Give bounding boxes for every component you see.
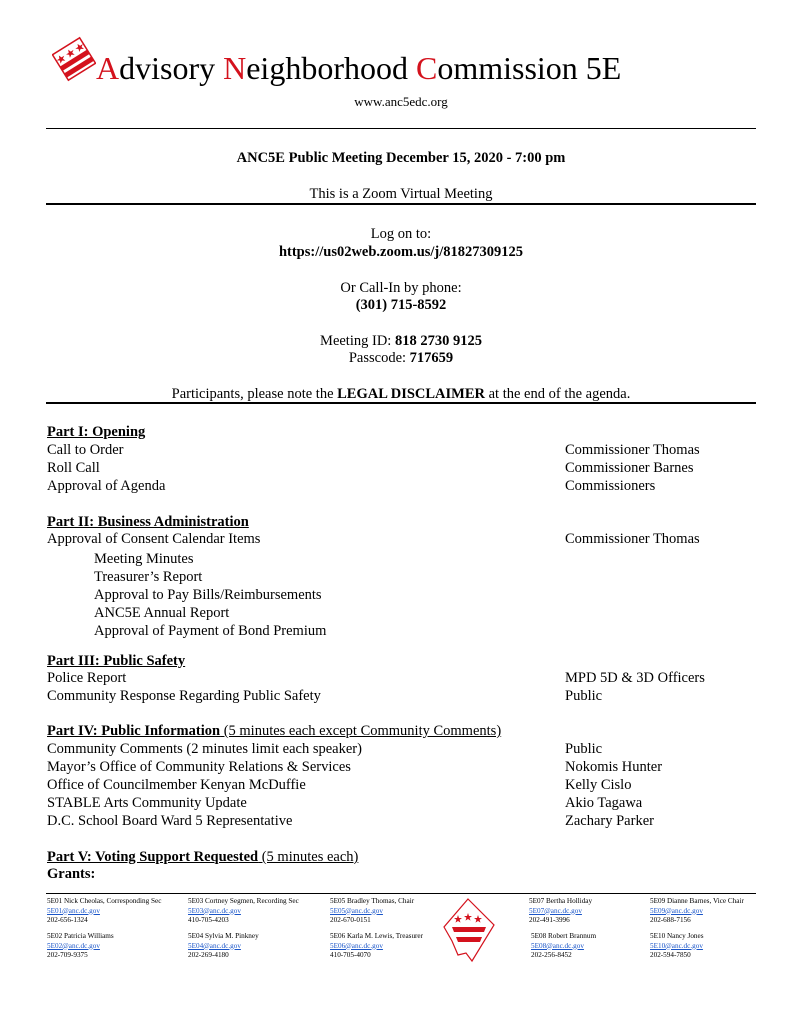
part4-heading: Part IV: Public Information (5 minutes each except Community Comments) [47,723,502,739]
commissioner-email[interactable]: 5E05@anc.dc.gov [330,906,383,915]
agenda-item: Approval of Consent Calendar Items [47,531,261,547]
agenda-item: Office of Councilmember Kenyan McDuffie [47,777,306,793]
dc-map-logo-icon [440,897,496,963]
agenda-item: STABLE Arts Community Update [47,795,247,811]
part2-heading: Part II: Business Administration [47,514,249,530]
commissioner-contact: 5E01 Nick Cheolas, Corresponding Sec 5E01@anc.dc.gov 202-656-1324 [47,897,162,924]
commissioner-email[interactable]: 5E01@anc.dc.gov [47,906,100,915]
dc-flag-logo-icon [52,30,96,88]
logon-label: Log on to: [370,226,432,242]
meeting-id: Meeting ID: 818 2730 9125 [320,333,482,349]
part5-heading: Part V: Voting Support Requested (5 minutes each) [47,849,359,865]
agenda-item: D.C. School Board Ward 5 Representative [47,813,293,829]
commissioner-contact: 5E06 Karla M. Lewis, Treasurer 5E06@anc.dc.gov 410-705-4070 [330,932,424,959]
agenda-presenter: Commissioner Barnes [565,460,694,476]
part3-heading: Part III: Public Safety [47,653,186,669]
agenda-item: Call to Order [47,442,124,458]
agenda-item: Mayor’s Office of Community Relations & Services [47,759,351,775]
commissioner-email[interactable]: 5E07@anc.dc.gov [529,906,582,915]
legal-disclaimer-note: Participants, please note the LEGAL DISCLAIMER at the end of the agenda. [171,386,631,402]
commissioner-email[interactable]: 5E09@anc.dc.gov [650,906,703,915]
commissioner-email[interactable]: 5E03@anc.dc.gov [188,906,241,915]
header-divider [46,128,756,129]
agenda-subitem: Approval of Payment of Bond Premium [94,623,327,639]
grants-label: Grants: [47,866,96,882]
commissioner-email[interactable]: 5E04@anc.dc.gov [188,941,241,950]
agenda-item: Roll Call [47,460,100,476]
agenda-subitem: Meeting Minutes [94,551,194,567]
passcode: Passcode: 717659 [348,350,454,366]
agenda-presenter: Zachary Parker [565,813,654,829]
commissioner-email[interactable]: 5E02@anc.dc.gov [47,941,100,950]
zoom-link[interactable]: https://us02web.zoom.us/j/81827309125 [278,244,524,260]
agenda-presenter: Commissioners [565,478,656,494]
footer-divider [46,893,756,894]
meeting-subtitle: This is a Zoom Virtual Meeting [309,186,493,202]
part1-heading: Part I: Opening [47,424,146,440]
agenda-presenter: Commissioner Thomas [565,531,700,547]
agenda-presenter: Kelly Cislo [565,777,632,793]
commissioner-contact: 5E09 Dianne Barnes, Vice Chair 5E09@anc.dc.gov 202-688-7156 [650,897,744,924]
agenda-subitem: Approval to Pay Bills/Reimbursements [94,587,322,603]
agenda-presenter: Public [565,688,603,704]
commissioner-contact: 5E03 Cortney Segmen, Recording Sec 5E03@anc.dc.gov 410-705-4203 [188,897,299,924]
agenda-item: Community Comments (2 minutes limit each speaker) [47,741,362,757]
agenda-presenter: Akio Tagawa [565,795,643,811]
commissioner-email[interactable]: 5E06@anc.dc.gov [330,941,383,950]
callin-label: Or Call-In by phone: [340,280,462,296]
agenda-presenter: Public [565,741,603,757]
commissioner-email[interactable]: 5E10@anc.dc.gov [650,941,703,950]
agenda-presenter: Nokomis Hunter [565,759,663,775]
commissioner-contact: 5E08 Robert Brannum 5E08@anc.dc.gov 202-256-8452 [531,932,597,959]
section-divider [46,203,756,205]
meeting-title: ANC5E Public Meeting December 15, 2020 - 7:00 pm [236,150,566,166]
commissioner-contact: 5E04 Sylvia M. Pinkney 5E04@anc.dc.gov 202-269-4180 [188,932,259,959]
agenda-subitem: Treasurer’s Report [94,569,203,585]
commissioner-contact: 5E10 Nancy Jones 5E10@anc.dc.gov 202-594-7850 [650,932,704,959]
organization-title: Advisory Neighborhood Commission 5E [96,50,622,86]
commissioner-contact: 5E02 Patricia Williams 5E02@anc.dc.gov 202-709-9375 [47,932,114,959]
commissioner-email[interactable]: 5E08@anc.dc.gov [531,941,584,950]
website-link[interactable]: www.anc5edc.org [354,94,448,109]
agenda-presenter: MPD 5D & 3D Officers [565,670,705,686]
agenda-subitem: ANC5E Annual Report [94,605,230,621]
agenda-presenter: Commissioner Thomas [565,442,700,458]
commissioner-contact: 5E07 Bertha Holliday 5E07@anc.dc.gov 202-491-3996 [529,897,593,924]
agenda-item: Approval of Agenda [47,478,166,494]
agenda-item: Community Response Regarding Public Safety [47,688,321,704]
agenda-item: Police Report [47,670,127,686]
section-divider [46,402,756,404]
commissioner-contact: 5E05 Bradley Thomas, Chair 5E05@anc.dc.gov 202-670-0151 [330,897,415,924]
callin-phone: (301) 715-8592 [355,297,447,313]
